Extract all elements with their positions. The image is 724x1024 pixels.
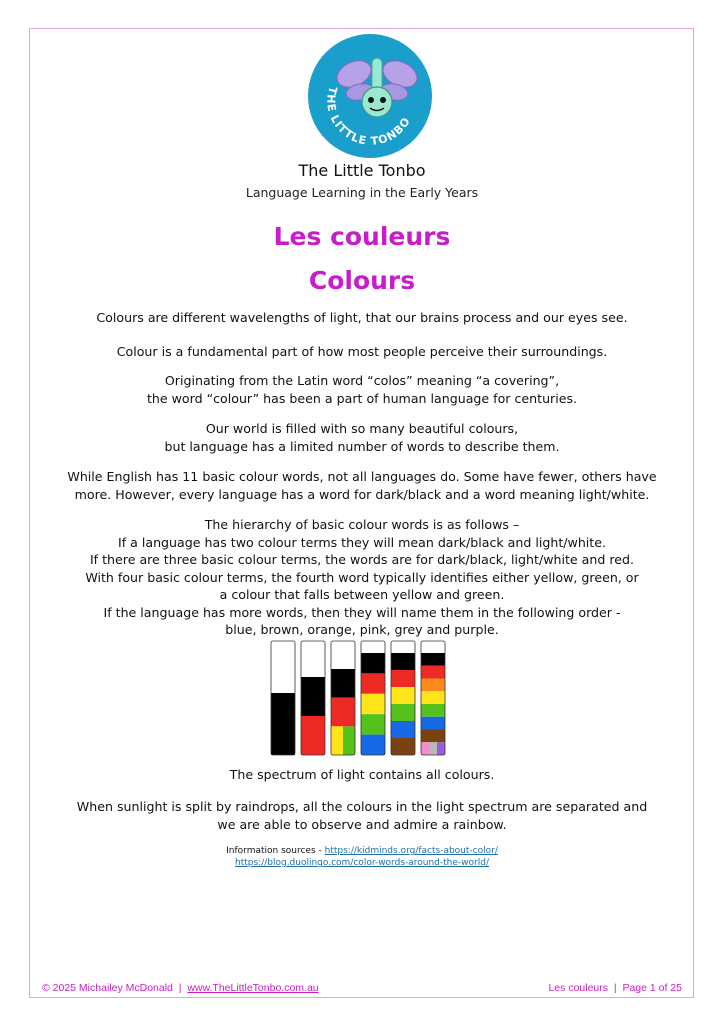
- colour-band-black: [361, 653, 385, 673]
- colour-band-white: [331, 641, 355, 669]
- paragraph-line: but language has a limited number of words to describe them.: [164, 438, 560, 454]
- colour-band-white: [421, 641, 445, 653]
- brand-tagline: Language Learning in the Early Years: [245, 185, 479, 200]
- footer-page-number: Page 1 of 25: [622, 982, 682, 994]
- footer-topic: Les couleurs: [548, 982, 609, 994]
- paragraph-world: [40, 420, 684, 455]
- colour-band-black: [391, 653, 415, 670]
- colour-band-yellow: [391, 687, 415, 704]
- colour-band-grey: [429, 742, 437, 755]
- colour-band-black: [331, 669, 355, 698]
- source-link-duolingo[interactable]: https://blog.duolingo.com/color-words-around-the-world/: [235, 858, 489, 868]
- paragraph-line: If the language has more words, then they will name them in the following order -: [103, 604, 621, 620]
- paragraph-line: With four basic colour terms, the fourth word typically identifies either yellow, green, or: [85, 569, 639, 585]
- paragraph-hierarchy: [40, 516, 684, 639]
- colour-band-red: [331, 698, 355, 727]
- colour-band-red: [421, 666, 445, 679]
- paragraph-line: Colours are different wavelengths of light, that our brains process and our eyes see.: [96, 310, 628, 325]
- paragraph-line: While English has 11 basic colour words, not all languages do. Some have fewer, others have: [67, 469, 657, 484]
- colour-band-brown: [391, 738, 415, 755]
- paragraph-rainbow: [40, 798, 684, 833]
- paragraph-line: The hierarchy of basic colour words is as follows –: [204, 517, 520, 532]
- title-english: Colours: [308, 266, 416, 295]
- colour-band-black: [271, 693, 295, 755]
- sources-label: Information sources -: [226, 846, 325, 856]
- paragraph-wavelengths: [40, 309, 684, 327]
- colour-band-green: [391, 704, 415, 721]
- paragraph-line: When sunlight is split by raindrops, all the colours in the light spectrum are separated and: [76, 799, 648, 814]
- colour-band-white: [391, 641, 415, 653]
- colour-hierarchy-illustration: [268, 638, 458, 758]
- footer-copyright: © 2025 Michailey McDonald: [42, 982, 173, 994]
- colour-band-white: [271, 641, 295, 693]
- the-little-tonbo-logo: [308, 34, 432, 158]
- colour-band-pink: [421, 742, 429, 755]
- footer-separator: |: [178, 982, 182, 994]
- colour-band-green: [361, 714, 385, 734]
- colour-band-blue: [391, 721, 415, 738]
- paragraph-line: Colour is a fundamental part of how most people perceive their surroundings.: [116, 344, 608, 359]
- colour-band-yellow: [331, 726, 343, 755]
- colour-band-green: [421, 704, 445, 717]
- paragraph-line: the word “colour” has been a part of human language for centuries.: [146, 390, 578, 406]
- colour-band-white: [361, 641, 385, 653]
- source-link-kidminds[interactable]: https://kidminds.org/facts-about-color/: [324, 846, 498, 856]
- colour-band-white: [301, 641, 325, 677]
- paragraph-origin: [40, 372, 684, 407]
- paragraph-line: a colour that falls between yellow and green.: [219, 587, 505, 602]
- caption-line: The spectrum of light contains all colours.: [229, 767, 495, 782]
- footer-website-link[interactable]: www.TheLittleTonbo.com.au: [187, 982, 319, 994]
- colour-band-blue: [421, 717, 445, 730]
- brand-name: The Little Tonbo: [298, 161, 426, 180]
- paragraph-perception: [40, 343, 684, 361]
- paragraph-line: Originating from the Latin word “colos” meaning “a covering”,: [164, 373, 560, 388]
- paragraph-line: If there are three basic colour terms, the words are for dark/black, light/white and red.: [89, 552, 635, 567]
- paragraph-line: blue, brown, orange, pink, grey and purple.: [225, 622, 499, 637]
- spectrum-caption: [40, 766, 684, 784]
- colour-band-black: [301, 677, 325, 716]
- colour-band-yellow: [421, 691, 445, 704]
- information-sources: [0, 845, 724, 869]
- colour-band-purple: [437, 742, 445, 755]
- colour-band-green: [343, 726, 355, 755]
- paragraph-english-words: [40, 468, 684, 503]
- paragraph-line: Our world is filled with so many beautiful colours,: [205, 421, 519, 436]
- colour-band-red: [301, 716, 325, 755]
- paragraph-line: If a language has two colour terms they will mean dark/black and light/white.: [117, 534, 606, 550]
- colour-band-red: [361, 673, 385, 693]
- paragraph-line: more. However, every language has a word for dark/black and a word meaning light/white.: [74, 486, 650, 502]
- colour-band-yellow: [361, 694, 385, 714]
- title-french: Les couleurs: [273, 222, 451, 251]
- colour-band-brown: [421, 730, 445, 743]
- colour-band-black: [421, 653, 445, 666]
- colour-band-blue: [361, 735, 385, 755]
- footer-left: [42, 982, 319, 994]
- footer-separator-right: |: [613, 982, 617, 994]
- logo-text: THE LITTLE TONBO: [324, 85, 414, 148]
- colour-band-red: [391, 670, 415, 687]
- footer-right: [548, 982, 682, 994]
- paragraph-line: we are able to observe and admire a rainbow.: [217, 816, 507, 832]
- colour-band-orange: [421, 679, 445, 692]
